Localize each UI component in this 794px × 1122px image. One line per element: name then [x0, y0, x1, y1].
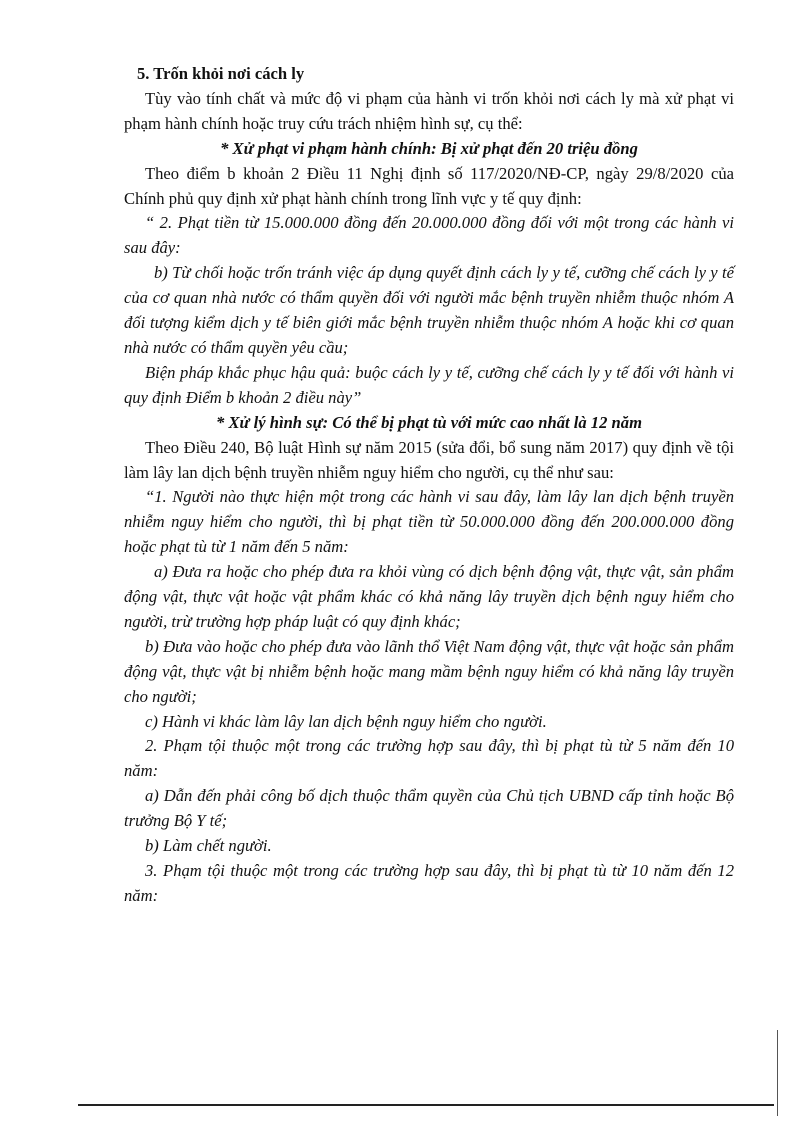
criminal-quote-point-c: c) Hành vi khác làm lây lan dịch bệnh nguy hiểm cho người. — [145, 711, 547, 731]
criminal-quote-clause-2: 2. Phạm tội thuộc một trong các trường hợp sau đây, thì bị phạt tù từ 5 năm đến 10 năm: — [124, 736, 734, 781]
criminal-quote-clause-3: 3. Phạm tội thuộc một trong các trường hợp sau đây, thì bị phạt tù từ 10 năm đến 12 năm: — [124, 861, 734, 905]
criminal-quote-point-b: b) Đưa vào hoặc cho phép đưa vào lãnh thổ Việt Nam động vật, thực vật hoặc sản phẩm động vật, thực vật bị nhiễm bệnh hoặc mang mầm bệnh nguy hiểm có khả năng lây truyền cho người; — [124, 636, 734, 706]
criminal-quote-clause-1: “1. Người nào thực hiện một trong các hành vi sau đây, làm lây lan dịch bệnh truyền nhiễm nguy hiểm cho người, thì bị phạt tiền từ 50.000.000 đồng đến 200.000.000 đồng hoặc phạt tù từ 1 năm đến 5 năm: — [124, 487, 734, 557]
admin-quote-remedy: Biện pháp khắc phục hậu quả: buộc cách ly y tế, cưỡng chế cách ly y tế đối với hành vi quy định Điểm b khoản 2 điều này” — [124, 362, 734, 407]
intro-paragraph: Tùy vào tính chất và mức độ vi phạm của hành vi trốn khỏi nơi cách ly mà xử phạt vi phạm hành chính hoặc truy cứu trách nhiệm hình sự, cụ thể: — [124, 88, 734, 133]
admin-penalty-heading: * Xử phạt vi phạm hành chính: Bị xử phạt đến 20 triệu đồng — [220, 138, 638, 158]
admin-basis-paragraph: Theo điểm b khoản 2 Điều 11 Nghị định số 117/2020/NĐ-CP, ngày 29/8/2020 của Chính phủ quy định xử phạt hành chính trong lĩnh vực y tế quy định: — [124, 163, 734, 208]
admin-quote-clause-2: “ 2. Phạt tiền từ 15.000.000 đồng đến 20.000.000 đồng đối với một trong các hành vi sau đây: — [124, 213, 734, 258]
criminal-basis-paragraph: Theo Điều 240, Bộ luật Hình sự năm 2015 (sửa đổi, bổ sung năm 2017) quy định về tội làm lây lan dịch bệnh truyền nhiễm nguy hiểm cho người, cụ thể như sau: — [124, 437, 734, 482]
criminal-quote-clause-2-a: a) Dẫn đến phải công bố dịch thuộc thẩm quyền của Chủ tịch UBND cấp tỉnh hoặc Bộ trưởng Bộ Y tế; — [124, 786, 734, 831]
admin-quote-point-b: b) Từ chối hoặc trốn tránh việc áp dụng quyết định cách ly y tế, cưỡng chế cách ly y tế của cơ quan nhà nước có thẩm quyền đối với người mắc bệnh truyền nhiễm thuộc nhóm A đối tượng kiểm dịch y tế biên giới mắc bệnh truyền nhiễm thuộc nhóm A hoặc khi cơ quan nhà nước có thẩm quyền yêu cầu; — [124, 263, 734, 357]
right-edge-line — [777, 1030, 778, 1116]
bottom-border-line — [78, 1104, 774, 1106]
criminal-quote-clause-2-b: b) Làm chết người. — [145, 836, 272, 856]
criminal-penalty-heading: * Xử lý hình sự: Có thể bị phạt tù với mức cao nhất là 12 năm — [216, 412, 642, 432]
criminal-quote-point-a: a) Đưa ra hoặc cho phép đưa ra khỏi vùng có dịch bệnh động vật, thực vật, sản phẩm động vật, thực vật hoặc vật phẩm khác có khả năng lây truyền dịch bệnh nguy hiểm cho người, trừ trường hợp pháp luật có quy định khác; — [124, 562, 734, 631]
document-body — [124, 62, 734, 909]
section-heading: 5. Trốn khỏi nơi cách ly — [137, 64, 305, 83]
